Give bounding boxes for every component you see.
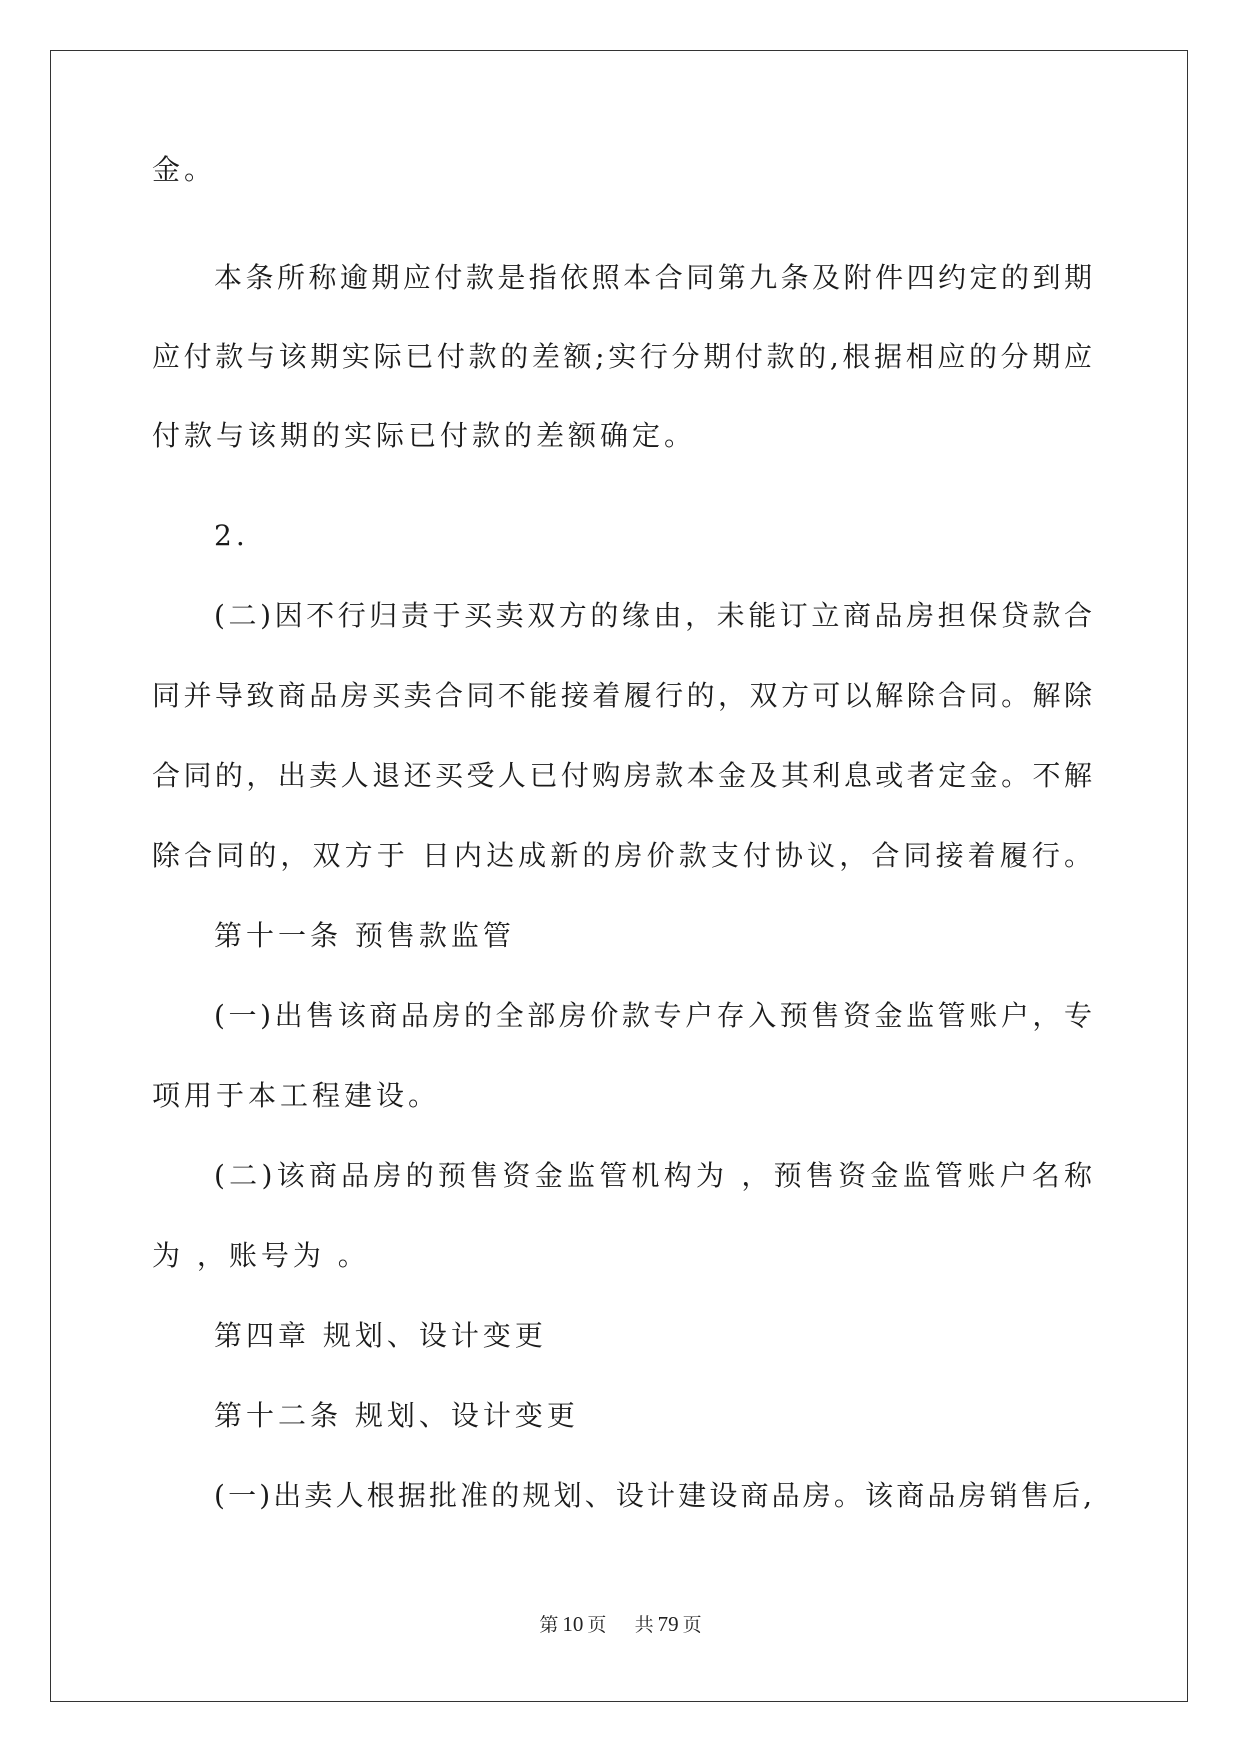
text-line: (一)出售该商品房的全部房价款专户存入预售资金监管账户，专 — [214, 999, 1092, 1032]
page-footer — [0, 1612, 1241, 1637]
footer-total-unit: 页 — [682, 1614, 702, 1636]
footer-total-prefix: 共 — [634, 1614, 654, 1636]
text-line: 应付款与该期实际已付款的差额;实行分期付款的,根据相应的分期应 — [152, 340, 1092, 373]
total-pages-number: 79 — [657, 1612, 679, 1636]
text-line: 第十一条 预售款监管 — [214, 919, 515, 952]
text-line: 为 ，账号为 。 — [152, 1239, 370, 1272]
text-line: 项用于本工程建设。 — [152, 1079, 441, 1112]
text-line: 付款与该期的实际已付款的差额确定。 — [152, 419, 697, 452]
text-line: 本条所称逾期应付款是指依照本合同第九条及附件四约定的到期 — [214, 261, 1092, 294]
text-line: 第四章 规划、设计变更 — [214, 1319, 547, 1352]
text-line: 除合同的，双方于 日内达成新的房价款支付协议，合同接着履行。 — [152, 839, 1092, 872]
footer-prefix: 第 — [539, 1614, 559, 1636]
footer-page-unit: 页 — [587, 1614, 607, 1636]
text-line: 同并导致商品房买卖合同不能接着履行的，双方可以解除合同。解除 — [152, 679, 1092, 712]
text-line: (二)因不行归责于买卖双方的缘由，未能订立商品房担保贷款合 — [214, 599, 1092, 632]
current-page-number: 10 — [562, 1612, 584, 1636]
text-line: 金。 — [152, 153, 217, 186]
text-line: (一)出卖人根据批准的规划、设计建设商品房。该商品房销售后, — [214, 1479, 1092, 1512]
text-line: (二)该商品房的预售资金监管机构为 ，预售资金监管账户名称 — [214, 1159, 1092, 1192]
text-line: 合同的，出卖人退还买受人已付购房款本金及其利息或者定金。不解 — [152, 759, 1092, 792]
text-line: 2. — [214, 519, 249, 552]
text-line: 第十二条 规划、设计变更 — [214, 1399, 579, 1432]
